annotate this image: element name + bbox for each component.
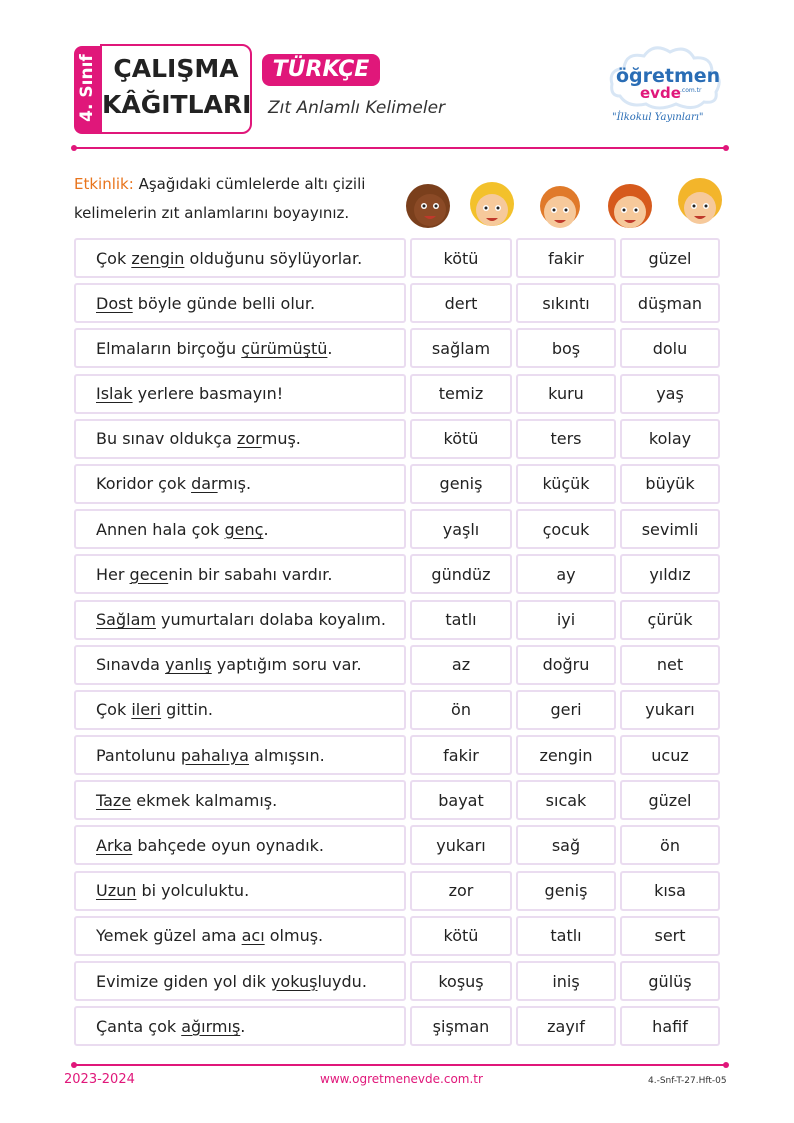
option-cell-2[interactable]: iniş: [516, 961, 616, 1001]
grade-label: 4. Sınıf: [77, 54, 97, 122]
option-cell-1[interactable]: kötü: [410, 238, 512, 278]
option-cell-1[interactable]: şişman: [410, 1006, 512, 1046]
option-cell-1[interactable]: bayat: [410, 780, 512, 820]
sentence-cell: [74, 871, 406, 911]
option-cell-2[interactable]: kuru: [516, 374, 616, 414]
option-cell-3[interactable]: güzel: [620, 238, 720, 278]
table-row: [74, 733, 720, 778]
option-cell-3[interactable]: kolay: [620, 419, 720, 459]
underlined-word: Arka: [96, 835, 133, 855]
option-cell-3[interactable]: yıldız: [620, 554, 720, 594]
table-row: [74, 869, 720, 914]
option-cell-2[interactable]: çocuk: [516, 509, 616, 549]
underlined-word: zor: [236, 429, 262, 449]
table-row: [74, 552, 720, 597]
sentence-prefix: Çanta çok: [96, 1016, 182, 1036]
table-row: [74, 417, 720, 462]
underlined-word: pahalıya: [180, 745, 249, 765]
sentence-prefix: Bu sınav oldukça: [96, 429, 237, 449]
underlined-word: Dost: [96, 293, 133, 313]
children-illustration: [400, 170, 740, 240]
header-divider: [74, 147, 726, 149]
option-cell-1[interactable]: fakir: [410, 735, 512, 775]
option-cell-2[interactable]: doğru: [516, 645, 616, 685]
sentence-cell: [74, 735, 406, 775]
underlined-word: acı: [241, 926, 265, 946]
sentence-prefix: Koridor çok: [96, 474, 192, 494]
option-cell-3[interactable]: ucuz: [620, 735, 720, 775]
sentence-prefix: Sınavda: [96, 655, 166, 675]
option-cell-3[interactable]: gülüş: [620, 961, 720, 1001]
page-header: [74, 42, 734, 142]
option-cell-1[interactable]: geniş: [410, 464, 512, 504]
option-cell-2[interactable]: ay: [516, 554, 616, 594]
option-cell-1[interactable]: temiz: [410, 374, 512, 414]
underlined-word: Sağlam: [96, 610, 156, 629]
title-line-1: ÇALIŞMA: [113, 54, 239, 83]
table-row: [74, 462, 720, 507]
logo-text-top: öğretmen: [616, 65, 721, 87]
table-row: [74, 236, 720, 281]
option-cell-2[interactable]: küçük: [516, 464, 616, 504]
sentence-suffix: böyle günde belli olur.: [132, 293, 316, 313]
logo-tagline: "İlkokul Yayınları": [612, 112, 704, 123]
option-cell-1[interactable]: az: [410, 645, 512, 685]
option-cell-2[interactable]: zengin: [516, 735, 616, 775]
sentence-cell: [74, 464, 406, 504]
table-row: [74, 643, 720, 688]
sentence-cell: [74, 374, 406, 414]
sentence-suffix: mış.: [217, 474, 252, 494]
table-row: [74, 372, 720, 417]
underlined-word: ileri: [131, 700, 162, 720]
option-cell-1[interactable]: dert: [410, 283, 512, 323]
sentence-cell: [74, 916, 406, 956]
grade-tab: [74, 46, 100, 134]
title-box: [100, 44, 252, 134]
sentence-cell: [74, 509, 406, 549]
option-cell-2[interactable]: sağ: [516, 825, 616, 865]
table-row: [74, 281, 720, 326]
underlined-word: dar: [191, 474, 218, 494]
sentence-suffix: .: [240, 1016, 246, 1036]
sentence-cell: [74, 600, 406, 640]
sentence-suffix: gittin.: [161, 700, 213, 720]
option-cell-1[interactable]: yaşlı: [410, 509, 512, 549]
sentence-prefix: Evimize giden yol dik: [96, 971, 271, 991]
option-cell-1[interactable]: gündüz: [410, 554, 512, 594]
sentence-cell: [74, 419, 406, 459]
option-cell-2[interactable]: tatlı: [516, 916, 616, 956]
topic-title: Zıt Anlamlı Kelimeler: [268, 98, 446, 118]
option-cell-2[interactable]: boş: [516, 328, 616, 368]
sentence-prefix: Yemek güzel ama: [96, 926, 242, 946]
table-row: [74, 688, 720, 733]
option-cell-3[interactable]: kısa: [620, 871, 720, 911]
option-cell-1[interactable]: tatlı: [410, 600, 512, 640]
footer-website[interactable]: www.ogretmenevde.com.tr: [320, 1072, 483, 1086]
underlined-word: genç: [224, 519, 264, 539]
underlined-word: Uzun: [96, 881, 137, 901]
sentence-prefix: Her: [96, 564, 130, 584]
activity-text: Aşağıdaki cümlelerde altı çizili kelimelerin zıt anlamlarını boyayınız.: [74, 175, 366, 222]
sentence-cell: [74, 1006, 406, 1046]
option-cell-1[interactable]: koşuş: [410, 961, 512, 1001]
option-cell-3[interactable]: düşman: [620, 283, 720, 323]
underlined-word: gece: [129, 564, 169, 584]
table-row: [74, 326, 720, 371]
sentence-suffix: olduğunu söylüyorlar.: [184, 248, 363, 268]
footer-year: 2023-2024: [64, 1072, 135, 1087]
option-cell-3[interactable]: güzel: [620, 780, 720, 820]
table-row: [74, 959, 720, 1004]
option-cell-3[interactable]: dolu: [620, 328, 720, 368]
logo-text-bottom: evde: [640, 84, 681, 102]
option-cell-1[interactable]: kötü: [410, 916, 512, 956]
sentence-suffix: nin bir sabahı vardır.: [168, 564, 333, 584]
sentence-suffix: .: [263, 519, 269, 539]
table-row: [74, 1004, 720, 1049]
underlined-word: ağırmış: [181, 1016, 241, 1036]
sentence-suffix: bahçede oyun oynadık.: [132, 835, 325, 855]
option-cell-2[interactable]: geniş: [516, 871, 616, 911]
sentence-cell: [74, 554, 406, 594]
option-cell-3[interactable]: hafif: [620, 1006, 720, 1046]
logo-domain: .com.tr: [680, 87, 702, 94]
option-cell-1[interactable]: kötü: [410, 419, 512, 459]
option-cell-3[interactable]: net: [620, 645, 720, 685]
option-cell-1[interactable]: zor: [410, 871, 512, 911]
sentence-suffix: yumurtaları dolaba koyalım.: [155, 610, 386, 629]
sentence-prefix: Annen hala çok: [96, 519, 225, 539]
sentence-suffix: bi yolculuktu.: [136, 881, 250, 901]
underlined-word: yokuş: [270, 971, 318, 991]
option-cell-2[interactable]: iyi: [516, 600, 616, 640]
table-row: [74, 598, 720, 643]
sentence-suffix: almışsın.: [248, 745, 325, 765]
option-cell-1[interactable]: sağlam: [410, 328, 512, 368]
sentence-suffix: olmuş.: [264, 926, 324, 946]
sentence-prefix: Çok: [96, 700, 132, 720]
exercise-table: [74, 236, 720, 1049]
sentence-suffix: muş.: [261, 429, 301, 449]
footer-code: 4.-Snf-T-27.Hft-05: [648, 1076, 727, 1086]
underlined-word: Islak: [96, 384, 133, 404]
option-cell-3[interactable]: yukarı: [620, 690, 720, 730]
sentence-cell: [74, 238, 406, 278]
logo: [606, 42, 726, 130]
option-cell-2[interactable]: geri: [516, 690, 616, 730]
sentence-prefix: Pantolunu: [96, 745, 181, 765]
sentence-cell: [74, 780, 406, 820]
table-row: [74, 778, 720, 823]
option-cell-3[interactable]: sevimli: [620, 509, 720, 549]
table-row: [74, 507, 720, 552]
option-cell-1[interactable]: yukarı: [410, 825, 512, 865]
sentence-suffix: .: [327, 338, 333, 358]
sentence-cell: [74, 961, 406, 1001]
activity-instruction: [74, 170, 404, 228]
option-cell-2[interactable]: zayıf: [516, 1006, 616, 1046]
underlined-word: yanlış: [165, 655, 212, 675]
option-cell-3[interactable]: yaş: [620, 374, 720, 414]
option-cell-1[interactable]: ön: [410, 690, 512, 730]
activity-label: Etkinlik:: [74, 175, 134, 193]
sentence-cell: [74, 328, 406, 368]
sentence-prefix: Elmaların birçoğu: [96, 338, 242, 358]
option-cell-2[interactable]: sıkıntı: [516, 283, 616, 323]
option-cell-3[interactable]: ön: [620, 825, 720, 865]
subject-badge: TÜRKÇE: [262, 54, 380, 86]
option-cell-2[interactable]: fakir: [516, 238, 616, 278]
sentence-suffix: yerlere basmayın!: [132, 384, 284, 404]
option-cell-3[interactable]: çürük: [620, 600, 720, 640]
table-row: [74, 823, 720, 868]
option-cell-2[interactable]: ters: [516, 419, 616, 459]
sentence-suffix: ekmek kalmamış.: [131, 790, 278, 810]
option-cell-2[interactable]: sıcak: [516, 780, 616, 820]
sentence-cell: [74, 645, 406, 685]
sentence-suffix: luydu.: [317, 971, 367, 991]
option-cell-3[interactable]: büyük: [620, 464, 720, 504]
footer-divider: [74, 1064, 726, 1066]
underlined-word: Taze: [96, 790, 132, 810]
sentence-prefix: Çok: [96, 248, 132, 268]
option-cell-3[interactable]: sert: [620, 916, 720, 956]
sentence-cell: [74, 825, 406, 865]
sentence-suffix: yaptığım soru var.: [211, 655, 362, 675]
underlined-word: çürümüştü: [241, 338, 328, 358]
sentence-cell: [74, 283, 406, 323]
table-row: [74, 914, 720, 959]
sentence-cell: [74, 690, 406, 730]
title-line-2: KÂĞITLARI: [102, 90, 252, 119]
underlined-word: zengin: [131, 248, 185, 268]
